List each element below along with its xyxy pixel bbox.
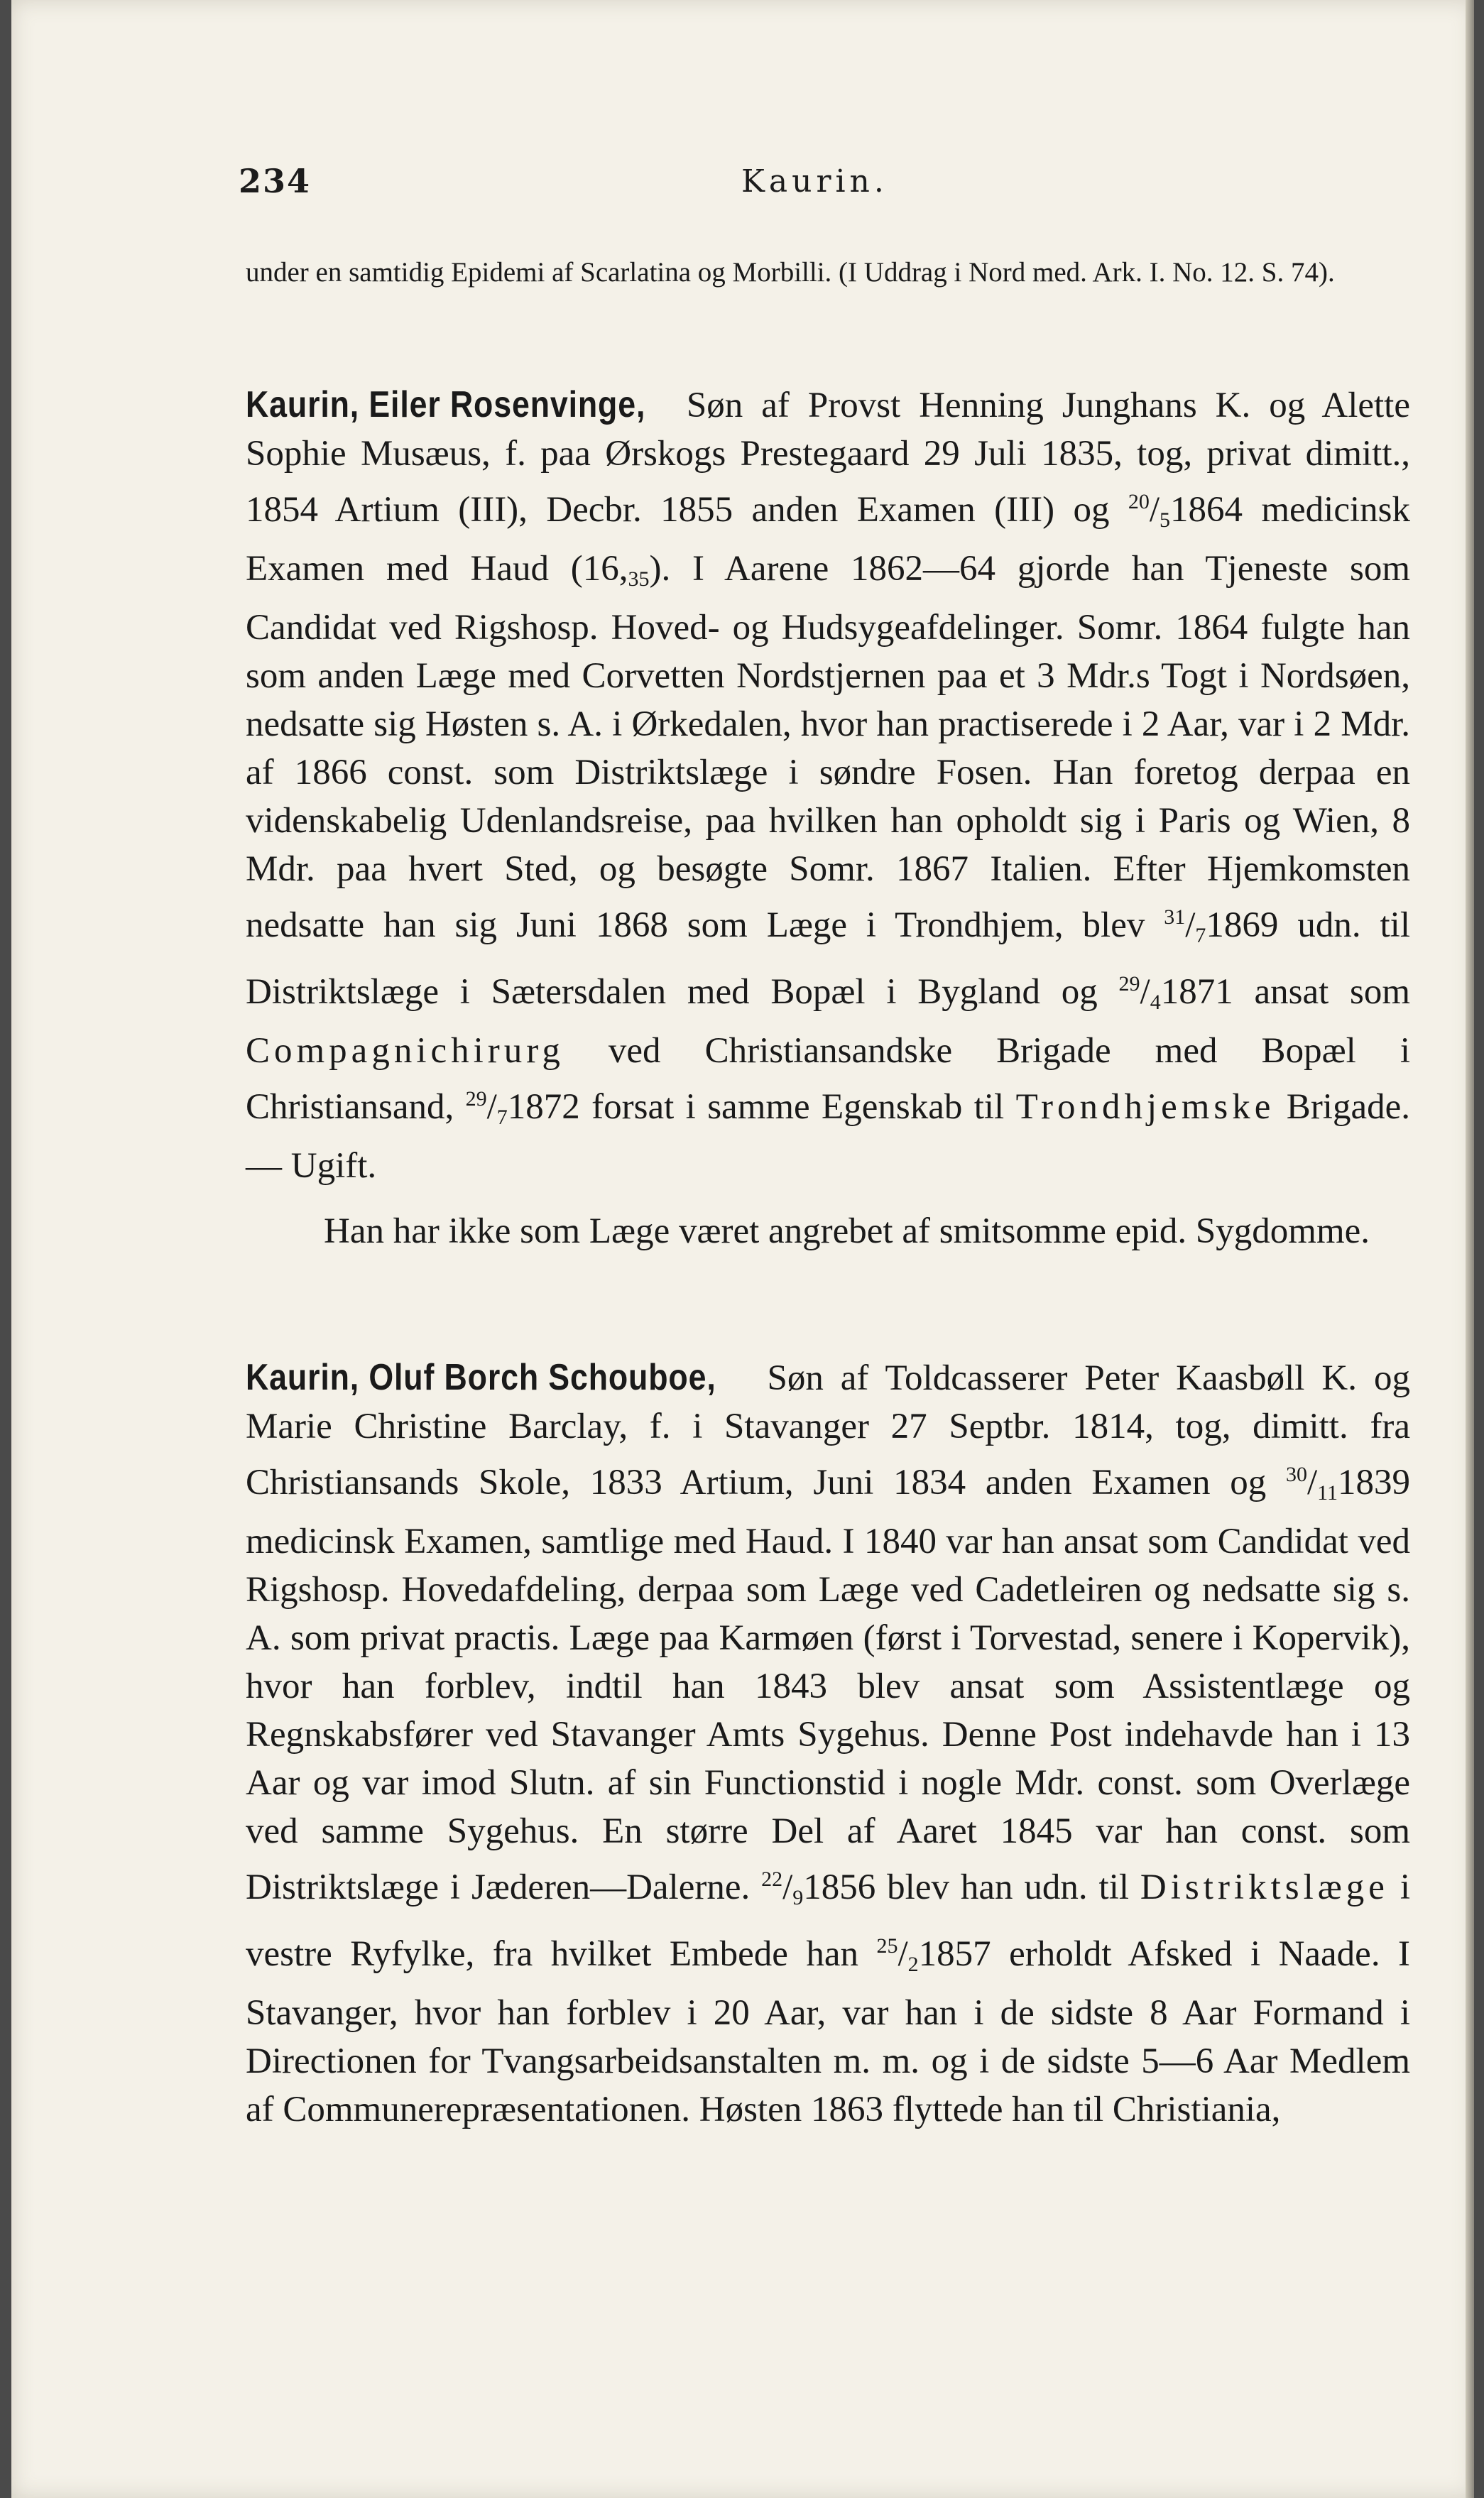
page-number: 234: [239, 162, 312, 200]
entry-eiler-rosenvinge: Kaurin, Eiler Rosenvinge, Søn af Provst Henning Junghans K. og Alette Sophie Musæus, f. paa Ørskogs Prestegaard 29 Juli 1835, tog, privat dimitt., 1854 Artium (III), Decbr. 1855 anden Examen (III) og $^{20}$/51864 medicinsk Examen med Haud (16,35). I Aarene 1862—64 gjorde han Tjeneste som Candidat ved Rigshosp. Hoved- og Hudsygeafdelinger. Somr. 1864 fulgte han som anden Læge med Corvetten Nordstjernen paa et 3 Mdr.s Togt i Nordsøen, nedsatte sig Høsten s. A. i Ørkedalen, hvor han practiserede i 2 Aar, var i 2 Mdr. af 1866 const. som Distriktslæge i søndre Fosen. Han foretog derpaa en videnskabelig Udenlandsreise, paa hvilken han opholdt sig i Paris og Wien, 8 Mdr. paa hvert Sted, og besøgte Somr. 1867 Italien. Efter Hjemkomsten nedsatte han sig Juni 1868 som Læge i Trondhjem, blev $^{31}$/71869 udn. til Distriktslæge i Sætersdalen med Bopæl i Bygland og $^{29}$/41871 ansat som Compagnichirurg ved Christiansandske Brigade med Bopæl i Christiansand, $^{29}$/71872 forsat i samme Egenskab til Trondhjemske Brigade. — Ugift.: [246, 381, 1410, 1190]
entry-note-paragraph: Han har ikke som Læge været angrebet af smitsomme epid. Sygdomme.: [324, 1211, 1370, 1251]
entry-name: Kaurin, Eiler Rosenvinge,: [246, 384, 646, 425]
book-page: [11, 0, 1474, 2498]
continuation-paragraph: under en samtidig Epidemi af Scarlatina og Morbilli. (I Uddrag i Nord med. Ark. I. No. 12. S. 74).: [246, 257, 1335, 288]
page-header: [239, 162, 1410, 204]
entry-name: Kaurin, Oluf Borch Schouboe,: [246, 1357, 716, 1398]
entry-oluf-borch-schouboe: Kaurin, Oluf Borch Schouboe, Søn af Toldcasserer Peter Kaasbøll K. og Marie Christine Barclay, f. i Stavanger 27 Septbr. 1814, tog, dimitt. fra Christiansands Skole, 1833 Artium, Juni 1834 anden Examen og $^{30}$/111839 medicinsk Examen, samtlige med Haud. I 1840 var han ansat som Candidat ved Rigshosp. Hovedafdeling, derpaa som Læge ved Cadetleiren og nedsatte sig s. A. som privat practis. Læge paa Karmøen (først i Torvestad, senere i Kopervik), hvor han forblev, indtil han 1843 blev ansat som Assistentlæge og Regnskabsfører ved Stavanger Amts Sygehus. Denne Post indehavde han i 13 Aar og var imod Slutn. af sin Functionstid i nogle Mdr. const. som Overlæge ved samme Sygehus. En større Del af Aaret 1845 var han const. som Distriktslæge i Jæderen—Dalerne. $^{22}$/91856 blev han udn. til Distriktslæge i vestre Ryfylke, fra hvilket Embede han $^{25}$/21857 erholdt Afsked i Naade. I Stavanger, hvor han forblev i 20 Aar, var han i de sidste 8 Aar Formand i Directionen for Tvangsarbeidsanstalten m. m. og i de sidste 5—6 Aar Medlem af Communerepræsentationen. Høsten 1863 flyttede han til Christiania,: [246, 1353, 1410, 2134]
running-title: Kaurin.: [741, 163, 888, 200]
page-edge-shadow: [1466, 0, 1474, 2498]
